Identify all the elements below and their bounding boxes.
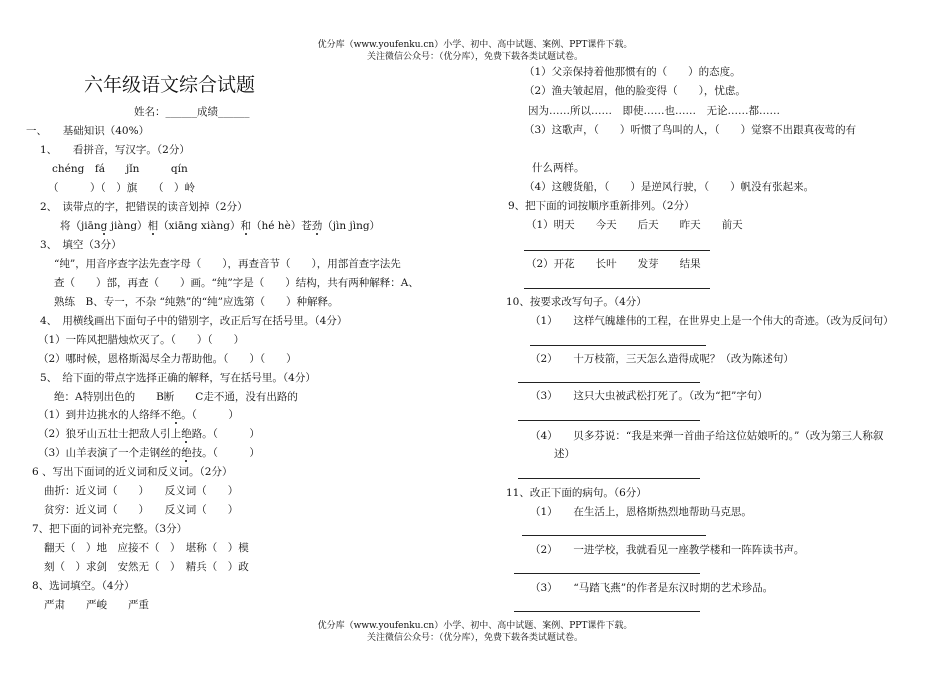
answer-line [514, 611, 700, 612]
question-2-words: 将（jiāng jiàng）相（xiāng xiàng）和（hé hè）苍劲（jìn jìng） [60, 220, 381, 232]
question-11-item-2: （2） 一进学校，我就看见一座教学楼和一阵阵读书声。 [530, 544, 805, 556]
footer-line-1: 优分库（www.youfenku.cn）小学、初中、高中试题、案例、PPT课件下载。 [317, 621, 633, 631]
question-3-line-1: “纯”，用音序查字法先查字母（ ），再查音节（ ），用部首查字法先 [54, 258, 401, 270]
fill-item-3: （3）这歌声，（ ）听惯了鸟叫的人，（ ）觉察不出跟真夜莺的有 [524, 124, 857, 136]
question-10-item-4: （4） 贝多芬说：“我是来弹一首曲子给这位姑娘听的。”（改为第三人称叙 [530, 430, 884, 442]
fill-item-2: （2）渔夫皱起眉，他的脸变得（ ），忧虑。 [524, 85, 746, 97]
answer-line [518, 420, 700, 421]
question-8-words: 严肃 严峻 严重 [44, 599, 149, 611]
question-11: 11、改正下面的病句。（6分） [506, 487, 647, 499]
answer-line [524, 288, 710, 289]
question-4-item-2: （2）哪时候，恩格斯渴尽全力帮助他。（ ）（ ） [38, 353, 297, 365]
question-2: 2、 读带点的字，把错误的读音划掉（2分） [40, 201, 248, 213]
question-1: 1、 看拼音，写汉字。（2分） [40, 144, 190, 156]
question-10-item-1: （1） 这样气魄雄伟的工程，在世界史上是一个伟大的奇迹。（改为反问句） [530, 315, 894, 327]
question-6-item-2: 贫穷：近义词（ ） 反义词（ ） [44, 504, 239, 516]
question-6-item-1: 曲折：近义词（ ） 反义词（ ） [44, 485, 239, 497]
question-3: 3、 填空（3分） [40, 239, 122, 251]
answer-line [524, 250, 710, 251]
question-5-options: 绝：A特别出色的 B断 C走不通，没有出路的 [54, 391, 298, 403]
answer-line [530, 345, 706, 346]
conjunction-options: 因为……所以…… 即使……也…… 无论……都…… [528, 105, 780, 117]
question-10-item-4-cont: 述） [554, 448, 575, 460]
answer-line [514, 573, 700, 574]
question-7-row-2: 刻（ ）求剑 安然无（ ） 精兵（ ）政 [44, 561, 249, 573]
question-9: 9、把下面的词按顺序重新排列。（2分） [508, 200, 695, 212]
question-5-item-2: （2）狼牙山五壮士把敌人引上绝路。（ ） [38, 428, 260, 440]
question-10-item-3: （3） 这只大虫被武松打死了。（改为“把”字句） [530, 390, 768, 402]
answer-line [518, 478, 700, 479]
question-9-item-1: （1）明天 今天 后天 昨天 前天 [526, 219, 743, 231]
question-4: 4、 用横线画出下面句子中的错别字，改正后写在括号里。（4分） [40, 315, 348, 327]
page-title: 六年级语文综合试题 [84, 74, 256, 96]
footer-line-2: 关注微信公众号：（优分库），免费下载各类试题试卷。 [366, 633, 583, 643]
name-score-line: 姓名：______成绩______ [134, 106, 250, 118]
question-3-line-2: 查（ ）部，再查（ ）画。“纯”字是（ ）结构，共有两种解释：A、 [54, 277, 419, 289]
question-8: 8、选词填空。（4分） [32, 580, 135, 592]
question-1-pinyin: chéng fá jǐn qín [52, 163, 188, 175]
answer-line [518, 382, 700, 383]
section-1-heading: 一、 基础知识（40%） [26, 125, 150, 137]
header-line-1: 优分库（www.youfenku.cn）小学、初中、高中试题、案例、PPT课件下载。 [317, 40, 633, 50]
question-5-item-3: （3）山羊表演了一个走钢丝的绝技。（ ） [38, 447, 260, 459]
header-line-2: 关注微信公众号：（优分库），免费下载各类试题试卷。 [366, 52, 583, 62]
question-10: 10、按要求改写句子。（4分） [506, 296, 647, 308]
question-3-line-3: 熟练 B、专一，不杂 “纯熟”的“纯”应选第（ ）种解释。 [54, 296, 339, 308]
question-11-item-3: （3） “马踏飞燕”的作者是东汉时期的艺术珍品。 [530, 582, 774, 594]
question-4-item-1: （1）一阵风把腊烛炊灭了。（ ）（ ） [38, 334, 245, 346]
question-6: 6 、写出下面词的近义词和反义词。（2分） [32, 466, 233, 478]
fill-item-3-cont: 什么两样。 [532, 162, 585, 174]
question-11-item-1: （1） 在生活上，恩格斯热烈地帮助马克思。 [530, 506, 752, 518]
question-7-row-1: 翻天（ ）地 应接不（ ） 堪称（ ）模 [44, 542, 249, 554]
question-5-item-1: （1）到井边挑水的人络绎不绝。（ ） [38, 409, 239, 421]
answer-line [522, 535, 706, 536]
question-10-item-2: （2） 十万枝箭，三天怎么造得成呢？（改为陈述句） [530, 353, 794, 365]
question-7: 7、把下面的词补充完整。（3分） [32, 523, 188, 535]
question-5: 5、 给下面的带点字选择正确的解释，写在括号里。（4分） [40, 372, 316, 384]
fill-item-4: （4）这艘货船，（ ）是逆风行驶，（ ）帆没有张起来。 [524, 181, 815, 193]
fill-item-1: （1）父亲保持着他那惯有的（ ）的态度。 [524, 66, 741, 78]
question-9-item-2: （2）开花 长叶 发芽 结果 [526, 258, 701, 270]
question-1-blanks: （ ）（ ）旗 （ ）岭 [48, 182, 195, 194]
